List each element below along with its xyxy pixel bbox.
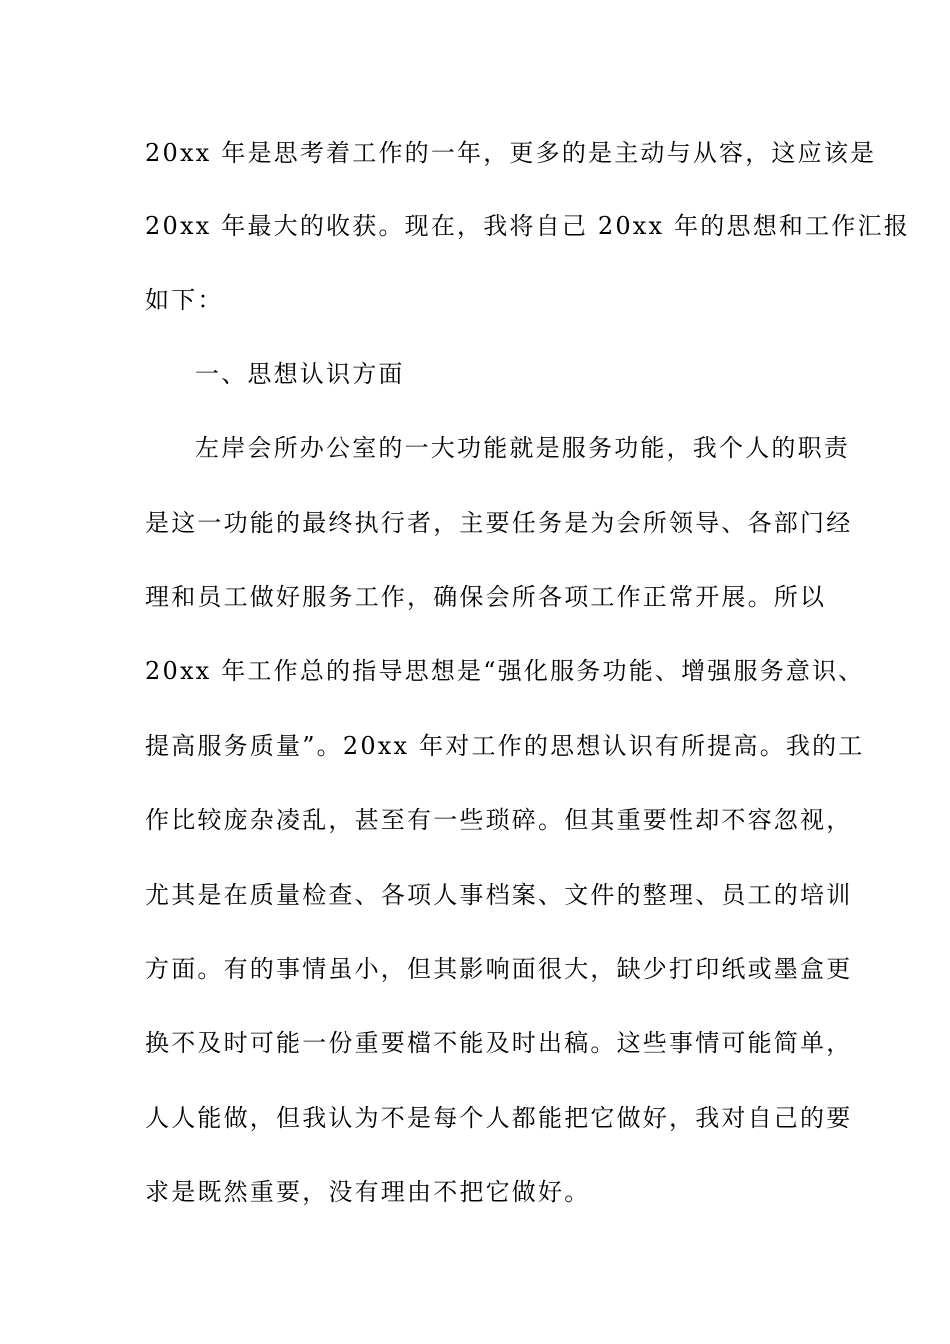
text-line: 提高服务质量”。20xx 年对工作的思想认识有所提高。我的工 [145, 732, 865, 760]
text-line: 20xx 年工作总的指导思想是“强化服务功能、增强服务意识、 [145, 657, 865, 685]
text-line: 人人能做，但我认为不是每个人都能把它做好，我对自己的要 [145, 1104, 853, 1132]
text-line: 是这一功能的最终执行者，主要任务是为会所领导、各部门经 [145, 509, 853, 537]
section-heading: 一、思想认识方面 [195, 360, 405, 388]
text-line: 如下： [145, 286, 224, 314]
text-line: 换不及时可能一份重要檔不能及时出稿。这些事情可能简单， [145, 1029, 853, 1057]
text-line: 理和员工做好服务工作，确保会所各项工作正常开展。所以 [145, 583, 827, 611]
text-line: 尤其是在质量检查、各项人事档案、文件的整理、员工的培训 [145, 881, 853, 909]
text-line: 20xx 年最大的收获。现在，我将自己 20xx 年的思想和工作汇报 [145, 212, 910, 240]
text-line: 求是既然重要，没有理由不把它做好。 [145, 1178, 591, 1206]
text-line: 作比较庞杂凌乱，甚至有一些琐碎。但其重要性却不容忽视， [145, 806, 853, 834]
text-line: 方面。有的事情虽小，但其影响面很大，缺少打印纸或墨盒更 [145, 955, 853, 983]
text-line: 20xx 年是思考着工作的一年，更多的是主动与从容，这应该是 [145, 139, 877, 167]
text-line: 左岸会所办公室的一大功能就是服务功能，我个人的职责 [195, 434, 850, 462]
